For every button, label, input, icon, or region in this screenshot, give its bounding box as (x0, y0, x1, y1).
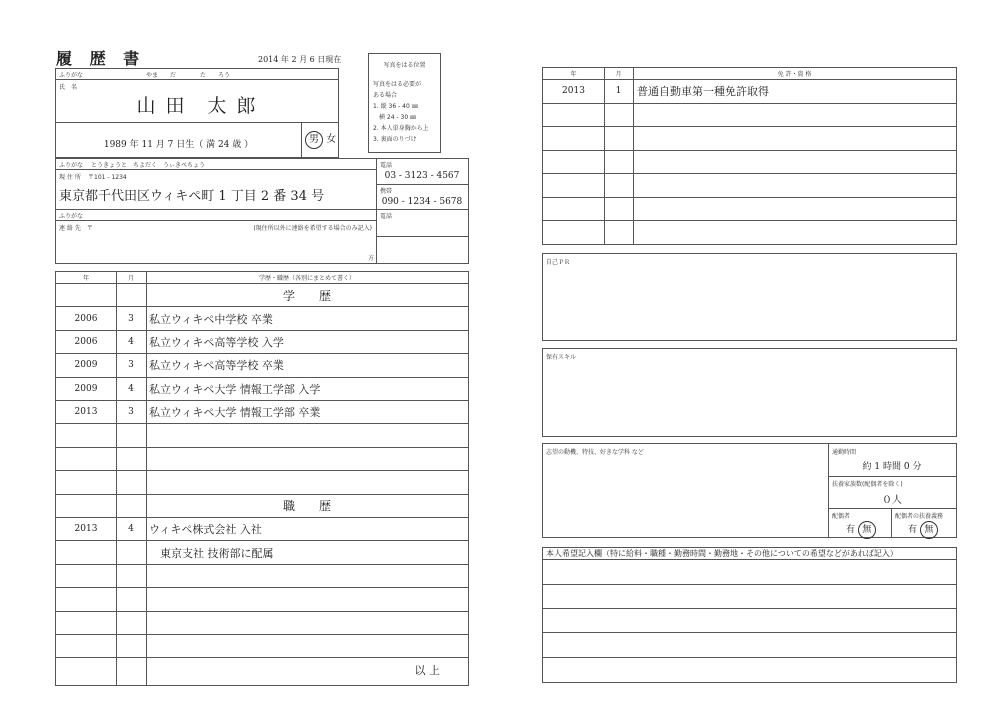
history-text[interactable] (149, 448, 468, 470)
history-row[interactable] (56, 657, 468, 680)
license-text[interactable] (637, 127, 956, 150)
license-row[interactable] (543, 103, 956, 127)
name-furigana[interactable]: やま だ た ろう (146, 72, 231, 79)
history-year[interactable] (56, 541, 116, 563)
photo-area (368, 53, 441, 153)
history-row[interactable] (56, 494, 468, 517)
history-year[interactable] (56, 612, 116, 634)
mobile-label: 携帯 (380, 188, 393, 195)
license-text[interactable] (637, 198, 956, 221)
license-text[interactable] (637, 221, 956, 244)
dependents-label: 扶養家族数(配偶者を除く) (832, 481, 903, 488)
history-year[interactable] (56, 635, 116, 657)
history-text[interactable]: 私立ウィキペ中学校 卒業 (149, 312, 273, 326)
phone-label: 電話 (380, 162, 393, 169)
photo-instruction: 2. 本人単身胸から上 (373, 125, 429, 132)
license-text[interactable] (637, 151, 956, 174)
history-end-marker: 以 上 (414, 663, 440, 677)
license-year[interactable] (543, 127, 604, 150)
skills-label: 保有スキル (546, 354, 576, 361)
gender-female-option[interactable]: 女 (326, 134, 337, 145)
license-year[interactable] (543, 151, 604, 174)
history-section-heading: 職 歴 (282, 499, 331, 514)
history-row[interactable] (56, 330, 468, 353)
history-month[interactable]: 4 (128, 336, 134, 347)
license-text[interactable] (637, 174, 956, 197)
history-text[interactable] (149, 471, 468, 493)
skills-box[interactable] (542, 348, 957, 437)
history-text[interactable] (149, 424, 468, 446)
motivation-block (542, 443, 957, 538)
history-year[interactable] (56, 495, 116, 517)
photo-instruction: 横 24 - 30 ㎜ (373, 114, 417, 121)
license-year[interactable] (543, 221, 604, 244)
license-month[interactable]: 1 (615, 86, 622, 97)
history-header-text: 学歴・職歴（各別にまとめて書く） (258, 275, 355, 282)
contact-phone-label: 電話 (380, 213, 393, 220)
history-month[interactable] (116, 565, 146, 587)
license-year[interactable]: 2013 (562, 86, 585, 97)
self-pr-box[interactable] (542, 253, 957, 341)
address-furigana[interactable]: とうきょうと ちよだく うぃきぺちょう (91, 162, 206, 169)
history-text[interactable]: 東京支社 技術部に配属 (149, 546, 274, 560)
license-month[interactable] (604, 174, 633, 197)
license-month[interactable] (604, 151, 633, 174)
history-text[interactable] (149, 635, 468, 657)
history-month[interactable] (116, 424, 146, 446)
motivation-label[interactable]: 志望の動機、特技、好きな学科 など (546, 449, 644, 456)
spouse-support-label: 配偶者の扶養義務 (895, 513, 944, 520)
personal-info-block (55, 68, 339, 158)
history-month[interactable] (116, 612, 146, 634)
license-month[interactable] (604, 198, 633, 221)
as-of-date: 2014 年 2 月 6 日現在 (258, 55, 342, 64)
commute-label: 通勤時間 (832, 449, 857, 456)
address-furigana-label: ふりがな (59, 162, 84, 169)
history-row[interactable] (56, 634, 468, 657)
history-row[interactable] (56, 447, 468, 470)
history-year[interactable]: 2006 (74, 336, 98, 347)
history-text[interactable]: 私立ウィキペ大学 情報工学部 入学 (149, 382, 321, 396)
contact-suffix: 方 (368, 255, 375, 262)
history-row[interactable] (56, 400, 468, 423)
self-pr-label: 自己ＰＲ (546, 259, 571, 266)
address-value[interactable]: 東京都千代田区ウィキペ町 1 丁目 2 番 34 号 (59, 189, 325, 204)
wishes-label: 本人希望記入欄（特に給料・職種・勤務時間・勤務地・その他についての希望などがあれば記入） (546, 549, 898, 558)
address-block (55, 158, 469, 264)
history-text[interactable]: 私立ウィキペ大学 情報工学部 卒業 (149, 406, 321, 420)
history-text[interactable]: 私立ウィキペ高等学校 入学 (149, 335, 284, 349)
license-row[interactable] (543, 197, 956, 221)
history-row[interactable] (56, 306, 468, 329)
history-row[interactable] (56, 470, 468, 493)
wishes-input-area[interactable] (543, 560, 956, 682)
license-year[interactable] (543, 174, 604, 197)
photo-instruction: ある場合 (373, 92, 398, 99)
license-row[interactable] (543, 126, 956, 150)
photo-instruction: 1. 縦 36 - 40 ㎜ (373, 103, 418, 110)
history-year[interactable]: 2013 (74, 524, 98, 535)
spouse-field[interactable] (846, 521, 876, 539)
history-text[interactable] (149, 588, 468, 610)
name-furigana-label: ふりがな (59, 72, 84, 79)
history-text[interactable]: ウィキペ株式会社 入社 (149, 523, 262, 537)
spouse-support-yes-option[interactable]: 有 (908, 525, 918, 535)
history-text[interactable] (149, 612, 468, 634)
license-text[interactable]: 普通自動車第一種免許取得 (637, 85, 769, 99)
contact-label: 連 絡 先 〒 (59, 225, 93, 232)
address-label: 現 住 所 (59, 174, 81, 181)
spouse-support-field[interactable] (908, 521, 938, 539)
history-row[interactable] (56, 540, 468, 563)
history-text[interactable] (149, 565, 468, 587)
history-section-heading: 学 歴 (282, 288, 331, 303)
spouse-yes-option[interactable]: 有 (846, 525, 856, 535)
birth-date[interactable]: 1989 年 11 月 7 日生（ 満 24 歳 ） (103, 140, 254, 150)
history-month[interactable] (116, 588, 146, 610)
history-text[interactable]: 私立ウィキペ高等学校 卒業 (149, 359, 284, 373)
history-year[interactable] (56, 424, 116, 446)
history-month[interactable] (116, 635, 146, 657)
document-title: 履 歴 書 (56, 49, 146, 68)
history-row[interactable] (56, 353, 468, 376)
history-year[interactable] (56, 658, 116, 680)
license-header-month: 月 (615, 71, 622, 78)
history-year[interactable] (56, 448, 116, 470)
history-month[interactable] (116, 284, 146, 306)
contact-note: (現住所以外に連絡を希望する場合のみ記入) (253, 225, 372, 232)
history-month[interactable]: 4 (128, 383, 134, 394)
full-name[interactable]: 山 田 太 郎 (136, 95, 258, 117)
history-month[interactable]: 3 (128, 360, 134, 371)
history-row[interactable] (56, 611, 468, 634)
history-year[interactable] (56, 284, 116, 306)
phone-value[interactable]: 03 - 3123 - 4567 (384, 171, 460, 181)
license-year[interactable] (543, 198, 604, 221)
history-month[interactable] (116, 541, 146, 563)
history-year[interactable]: 2013 (74, 407, 98, 418)
history-month[interactable] (116, 658, 146, 680)
license-row[interactable] (543, 173, 956, 197)
name-label: 氏 名 (59, 84, 78, 91)
photo-instruction: 写真をはる必要が (373, 81, 422, 88)
history-row[interactable] (56, 283, 468, 306)
license-month[interactable] (604, 104, 633, 127)
history-month[interactable] (116, 495, 146, 517)
spouse-label: 配偶者 (832, 513, 851, 520)
license-row[interactable] (543, 150, 956, 174)
dependents-value[interactable]: ０人 (882, 495, 902, 506)
license-header-text: 免 許・資 格 (777, 71, 812, 78)
license-year[interactable] (543, 104, 604, 127)
history-year[interactable] (56, 471, 116, 493)
contact-furigana-label: ふりがな (59, 213, 84, 220)
license-month[interactable] (604, 221, 633, 244)
postal-code[interactable]: 〒101 - 1234 (88, 174, 127, 181)
history-year[interactable] (56, 588, 116, 610)
history-row[interactable] (56, 517, 468, 540)
license-month[interactable] (604, 127, 633, 150)
gender-field[interactable] (305, 130, 336, 149)
history-year[interactable]: 2009 (74, 383, 98, 394)
wishes-block (542, 547, 957, 683)
spouse-no-option[interactable]: 無 (858, 521, 876, 539)
license-row[interactable] (543, 220, 956, 244)
license-text[interactable] (637, 104, 956, 127)
photo-instruction: 3. 裏面のりづけ (373, 136, 417, 143)
history-year[interactable]: 2006 (74, 313, 98, 324)
gender-male-option[interactable]: 男 (305, 131, 323, 149)
history-year[interactable]: 2009 (74, 360, 98, 371)
history-year[interactable] (56, 565, 116, 587)
history-header-year: 年 (82, 275, 89, 282)
history-month[interactable] (116, 471, 146, 493)
photo-title: 写真をはる位置 (383, 62, 426, 69)
mobile-value[interactable]: 090 - 1234 - 5678 (381, 197, 463, 207)
history-row[interactable] (56, 587, 468, 610)
history-row[interactable] (56, 423, 468, 446)
history-month[interactable]: 3 (128, 407, 134, 418)
history-header-month: 月 (127, 275, 134, 282)
licenses-table (542, 67, 957, 245)
license-header-year: 年 (570, 71, 577, 78)
history-month[interactable]: 4 (128, 524, 134, 535)
history-table (55, 271, 469, 686)
history-month[interactable] (116, 448, 146, 470)
history-row[interactable] (56, 377, 468, 400)
spouse-support-no-option[interactable]: 無 (920, 521, 938, 539)
commute-value[interactable]: 約 1 時間 0 分 (862, 462, 922, 472)
history-month[interactable]: 3 (128, 313, 134, 324)
license-row[interactable] (543, 79, 956, 103)
history-row[interactable] (56, 564, 468, 587)
